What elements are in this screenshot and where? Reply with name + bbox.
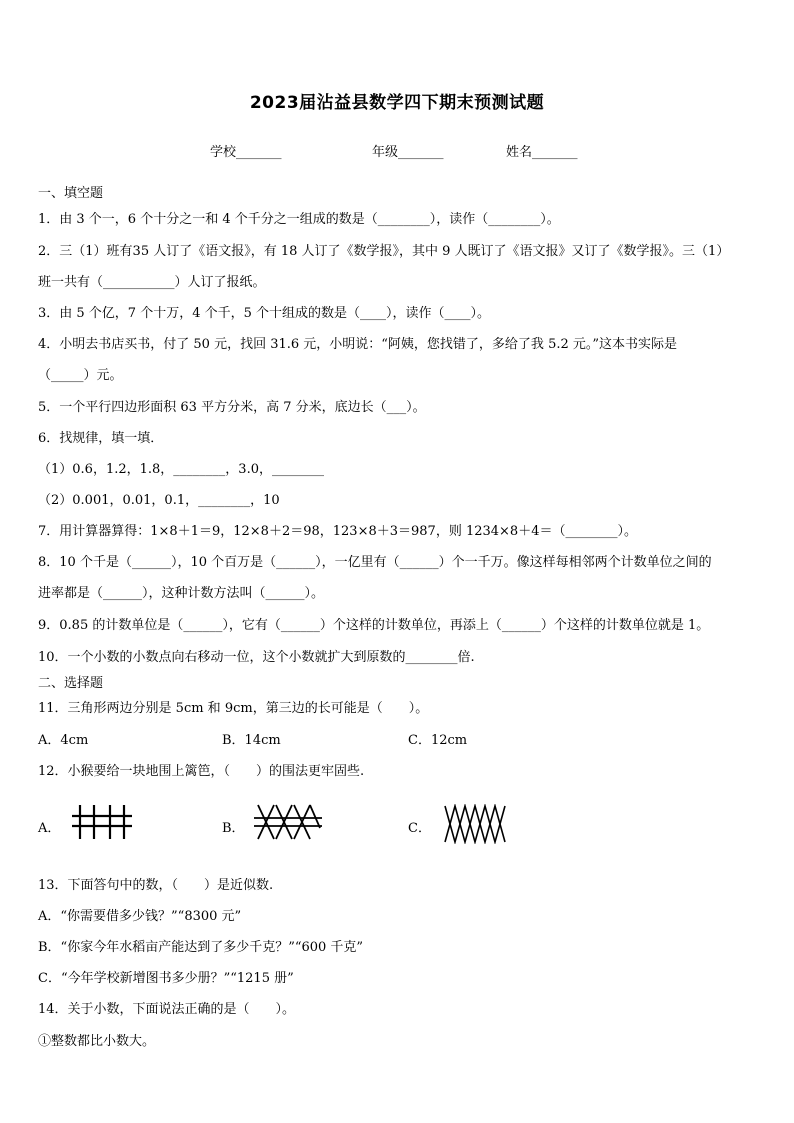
question-4-cont: （_____）元。 — [38, 368, 123, 383]
question-1: 1．由 3 个一，6 个十分之一和 4 个千分之一组成的数是（________），读作（________）。 — [38, 212, 560, 227]
name-field: 姓名_______ — [506, 145, 578, 160]
question-2: 2．三（1）班有35 人订了《语文报》，有 18 人订了《数学报》，其中 9 人既订了《语文报》又订了《数学报》。三（1） — [38, 244, 730, 259]
question-9: 9．0.85 的计数单位是（______），它有（______）个这样的计数单位，再添上（______）个这样的计数单位就是 1。 — [38, 618, 710, 633]
fence-grid-figure — [72, 804, 134, 840]
question-10: 10．一个小数的小数点向右移动一位，这个小数就扩大到原数的________倍. — [38, 650, 475, 665]
question-11: 11．三角形两边分别是 5cm 和 9cm，第三边的长可能是（ ）。 — [38, 701, 429, 716]
q12-option-b-label: B． — [222, 821, 245, 836]
page-title: 2023届沾益县数学四下期末预测试题 — [249, 93, 545, 113]
q11-option-c: C．12cm — [408, 733, 468, 748]
school-field: 学校_______ — [210, 145, 282, 160]
grade-field: 年级_______ — [372, 145, 444, 160]
question-6: 6．找规律，填一填． — [38, 431, 164, 446]
q12-option-a-label: A． — [38, 821, 61, 836]
question-14: 14．关于小数，下面说法正确的是（ ）。 — [38, 1002, 296, 1017]
question-12: 12．小猴要给一块地围上篱笆，（ ）的围法更牢固些. — [38, 764, 365, 779]
q12-option-c-label: C． — [408, 821, 431, 836]
q13-option-a: A．“你需要借多少钱？”“8300 元” — [38, 909, 242, 924]
question-13: 13．下面答句中的数，（ ）是近似数. — [38, 878, 274, 893]
section-fill-in: 一、填空题 — [38, 186, 104, 201]
question-3: 3．由 5 个亿，7 个十万，4 个千，5 个十组成的数是（____），读作（____）。 — [38, 306, 491, 321]
q13-option-c: C．“今年学校新增图书多少册？”“1215 册” — [38, 971, 294, 986]
q14-statement-1: ①整数都比小数大。 — [38, 1034, 156, 1049]
section-choice: 二、选择题 — [38, 676, 104, 691]
question-5: 5．一个平行四边形面积 63 平方分米，高 7 分米，底边长（___）。 — [38, 400, 426, 415]
question-4: 4．小明去书店买书，付了 50 元，找回 31.6 元，小明说：“阿姨，您找错了，多给了我 5.2 元。”这本书实际是 — [38, 337, 678, 352]
q11-option-a: A．4cm — [38, 733, 89, 748]
q11-option-b: B．14cm — [222, 733, 281, 748]
question-8-cont: 进率都是（______），这种计数方法叫（______）。 — [38, 586, 325, 601]
q13-option-b: B．“你家今年水稻亩产能达到了多少千克？”“600 千克” — [38, 940, 364, 955]
question-7: 7．用计算器算得：1×8＋1＝9，12×8＋2＝98，123×8＋3＝987，则 1234×8＋4＝（________）。 — [38, 524, 637, 539]
question-6-part-1: （1）0.6，1.2，1.8，________，3.0，________ — [38, 462, 324, 477]
question-6-part-2: （2）0.001，0.01，0.1，________，10 — [38, 493, 280, 508]
fence-cross-figure — [252, 804, 324, 840]
question-2-cont: 班一共有（___________）人订了报纸。 — [38, 275, 266, 290]
fence-zigzag-figure — [443, 804, 507, 844]
question-8: 8．10 个千是（______），10 个百万是（______），一亿里有（______）个一千万。像这样每相邻两个计数单位之间的 — [38, 555, 712, 570]
